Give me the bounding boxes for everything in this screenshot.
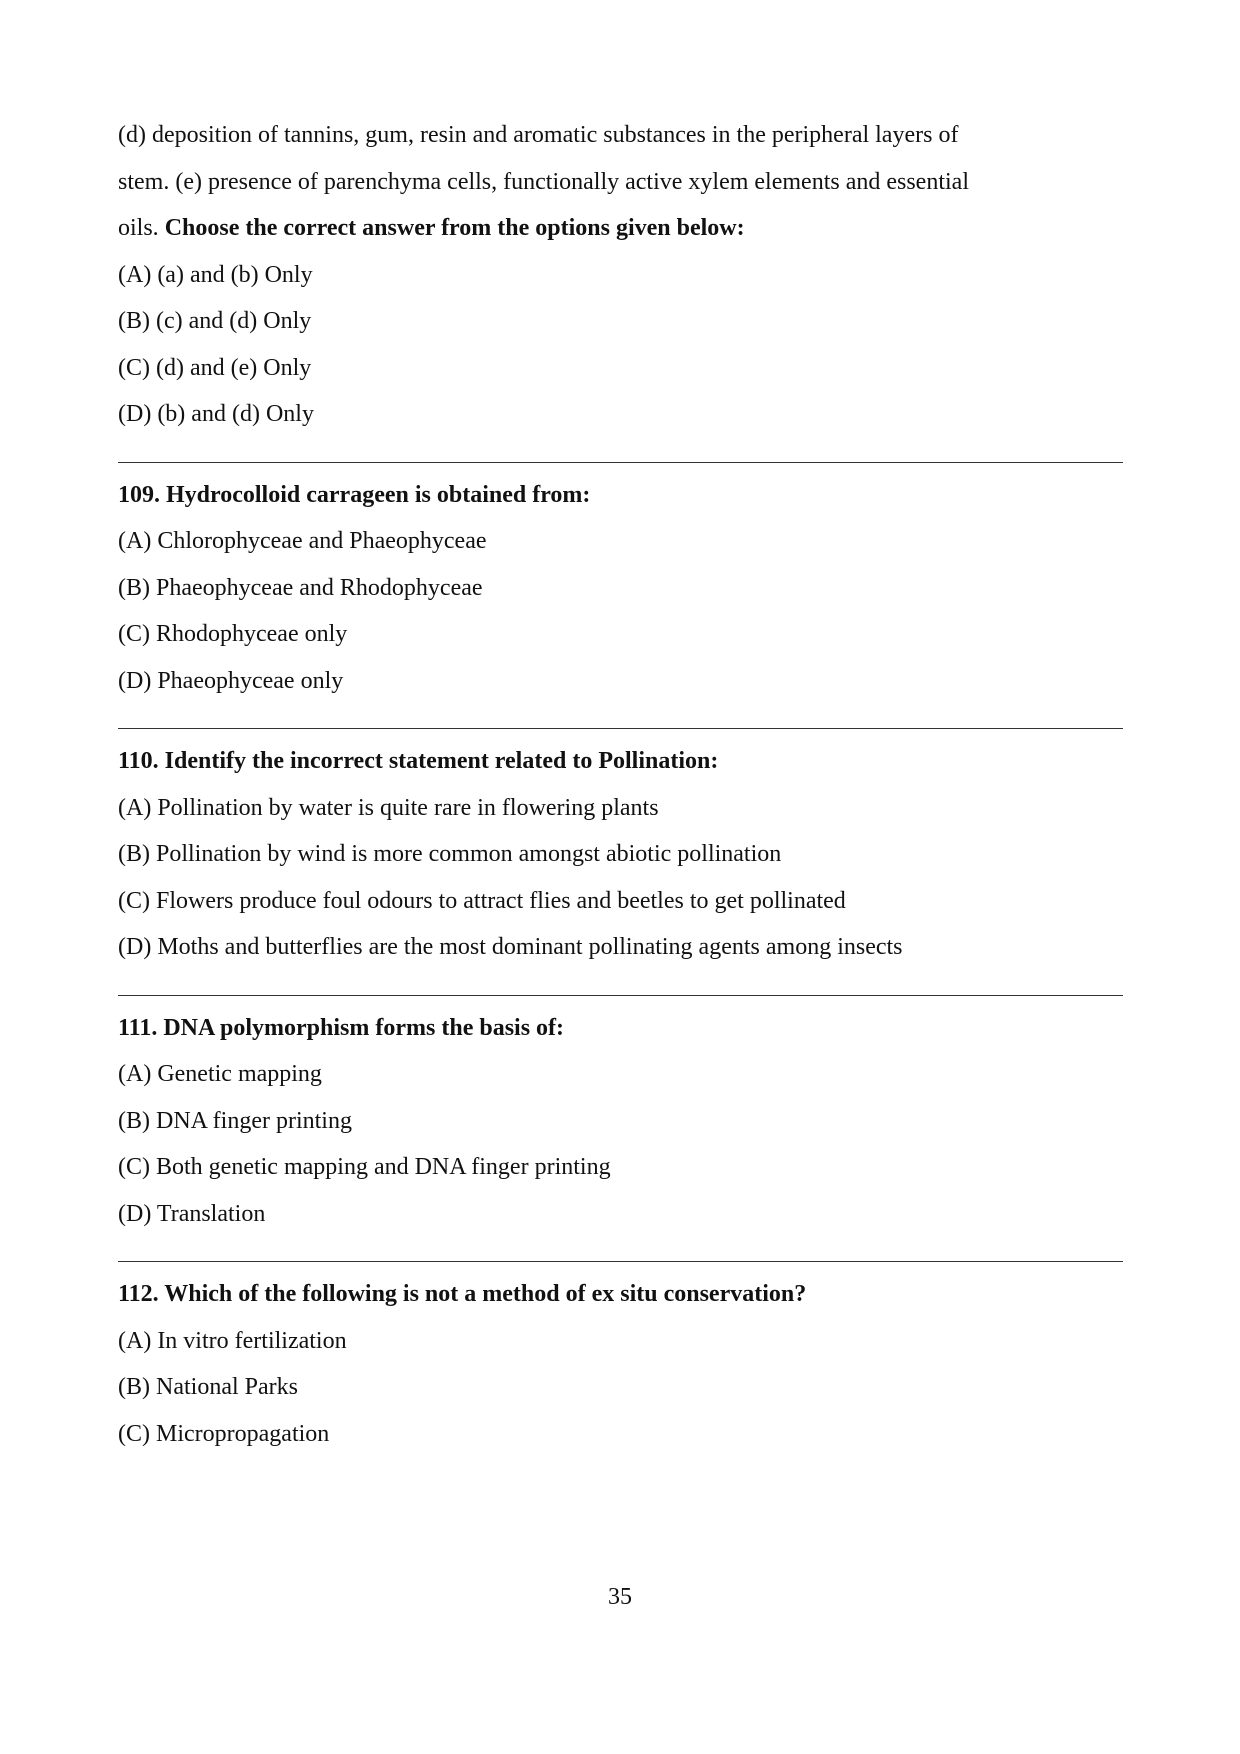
option-c: (C) (d) and (e) Only [118,354,312,381]
question-110 [118,738,1123,971]
option-b: (B) Pollination by wind is more common amongst abiotic pollination [118,841,782,867]
option-a: (A) Chlorophyceae and Phaeophyceae [118,528,487,554]
page-number: 35 [608,1584,632,1610]
statement-line: (d) deposition of tannins, gum, resin and aromatic substances in the peripheral layers of [118,122,959,148]
question-title: 112. Which of the following is not a method of ex situ conservation? [118,1281,807,1307]
question-title: 109. Hydrocolloid carrageen is obtained from: [118,481,591,508]
option-d: (D) (b) and (d) Only [118,401,314,427]
question-108-continuation [118,112,1123,438]
option-b: (B) National Parks [118,1374,298,1400]
option-c: (C) Rhodophyceae only [118,621,348,647]
question-title: 111. DNA polymorphism forms the basis of: [118,1014,565,1041]
option-c: (C) Both genetic mapping and DNA finger printing [118,1154,611,1180]
option-b: (B) Phaeophyceae and Rhodophyceae [118,574,483,601]
question-111 [118,1005,1123,1238]
question-109 [118,472,1123,705]
option-b: (B) (c) and (d) Only [118,308,312,334]
question-112 [118,1271,1123,1457]
option-d: (D) Moths and butterflies are the most dominant pollinating agents among insects [118,934,903,960]
option-d: (D) Translation [118,1200,266,1227]
option-b: (B) DNA finger printing [118,1107,352,1134]
question-divider [118,728,1123,729]
statement-line: stem. (e) presence of parenchyma cells, functionally active xylem elements and essential [118,168,969,195]
question-divider [118,995,1123,996]
statement-line-prefix: oils. [118,215,165,241]
option-a: (A) In vitro fertilization [118,1327,347,1354]
exam-page-content [118,112,1123,1457]
option-a: (A) (a) and (b) Only [118,261,313,288]
option-a: (A) Pollination by water is quite rare in flowering plants [118,794,659,821]
option-c: (C) Micropropagation [118,1420,330,1447]
question-divider [118,462,1123,463]
statement-line [118,205,1123,252]
question-title: 110. Identify the incorrect statement related to Pollination: [118,748,719,774]
option-d: (D) Phaeophyceae only [118,667,344,694]
answer-instruction: Choose the correct answer from the options given below: [164,215,745,241]
option-a: (A) Genetic mapping [118,1061,322,1087]
question-divider [118,1261,1123,1262]
option-c: (C) Flowers produce foul odours to attract flies and beetles to get pollinated [118,887,846,914]
